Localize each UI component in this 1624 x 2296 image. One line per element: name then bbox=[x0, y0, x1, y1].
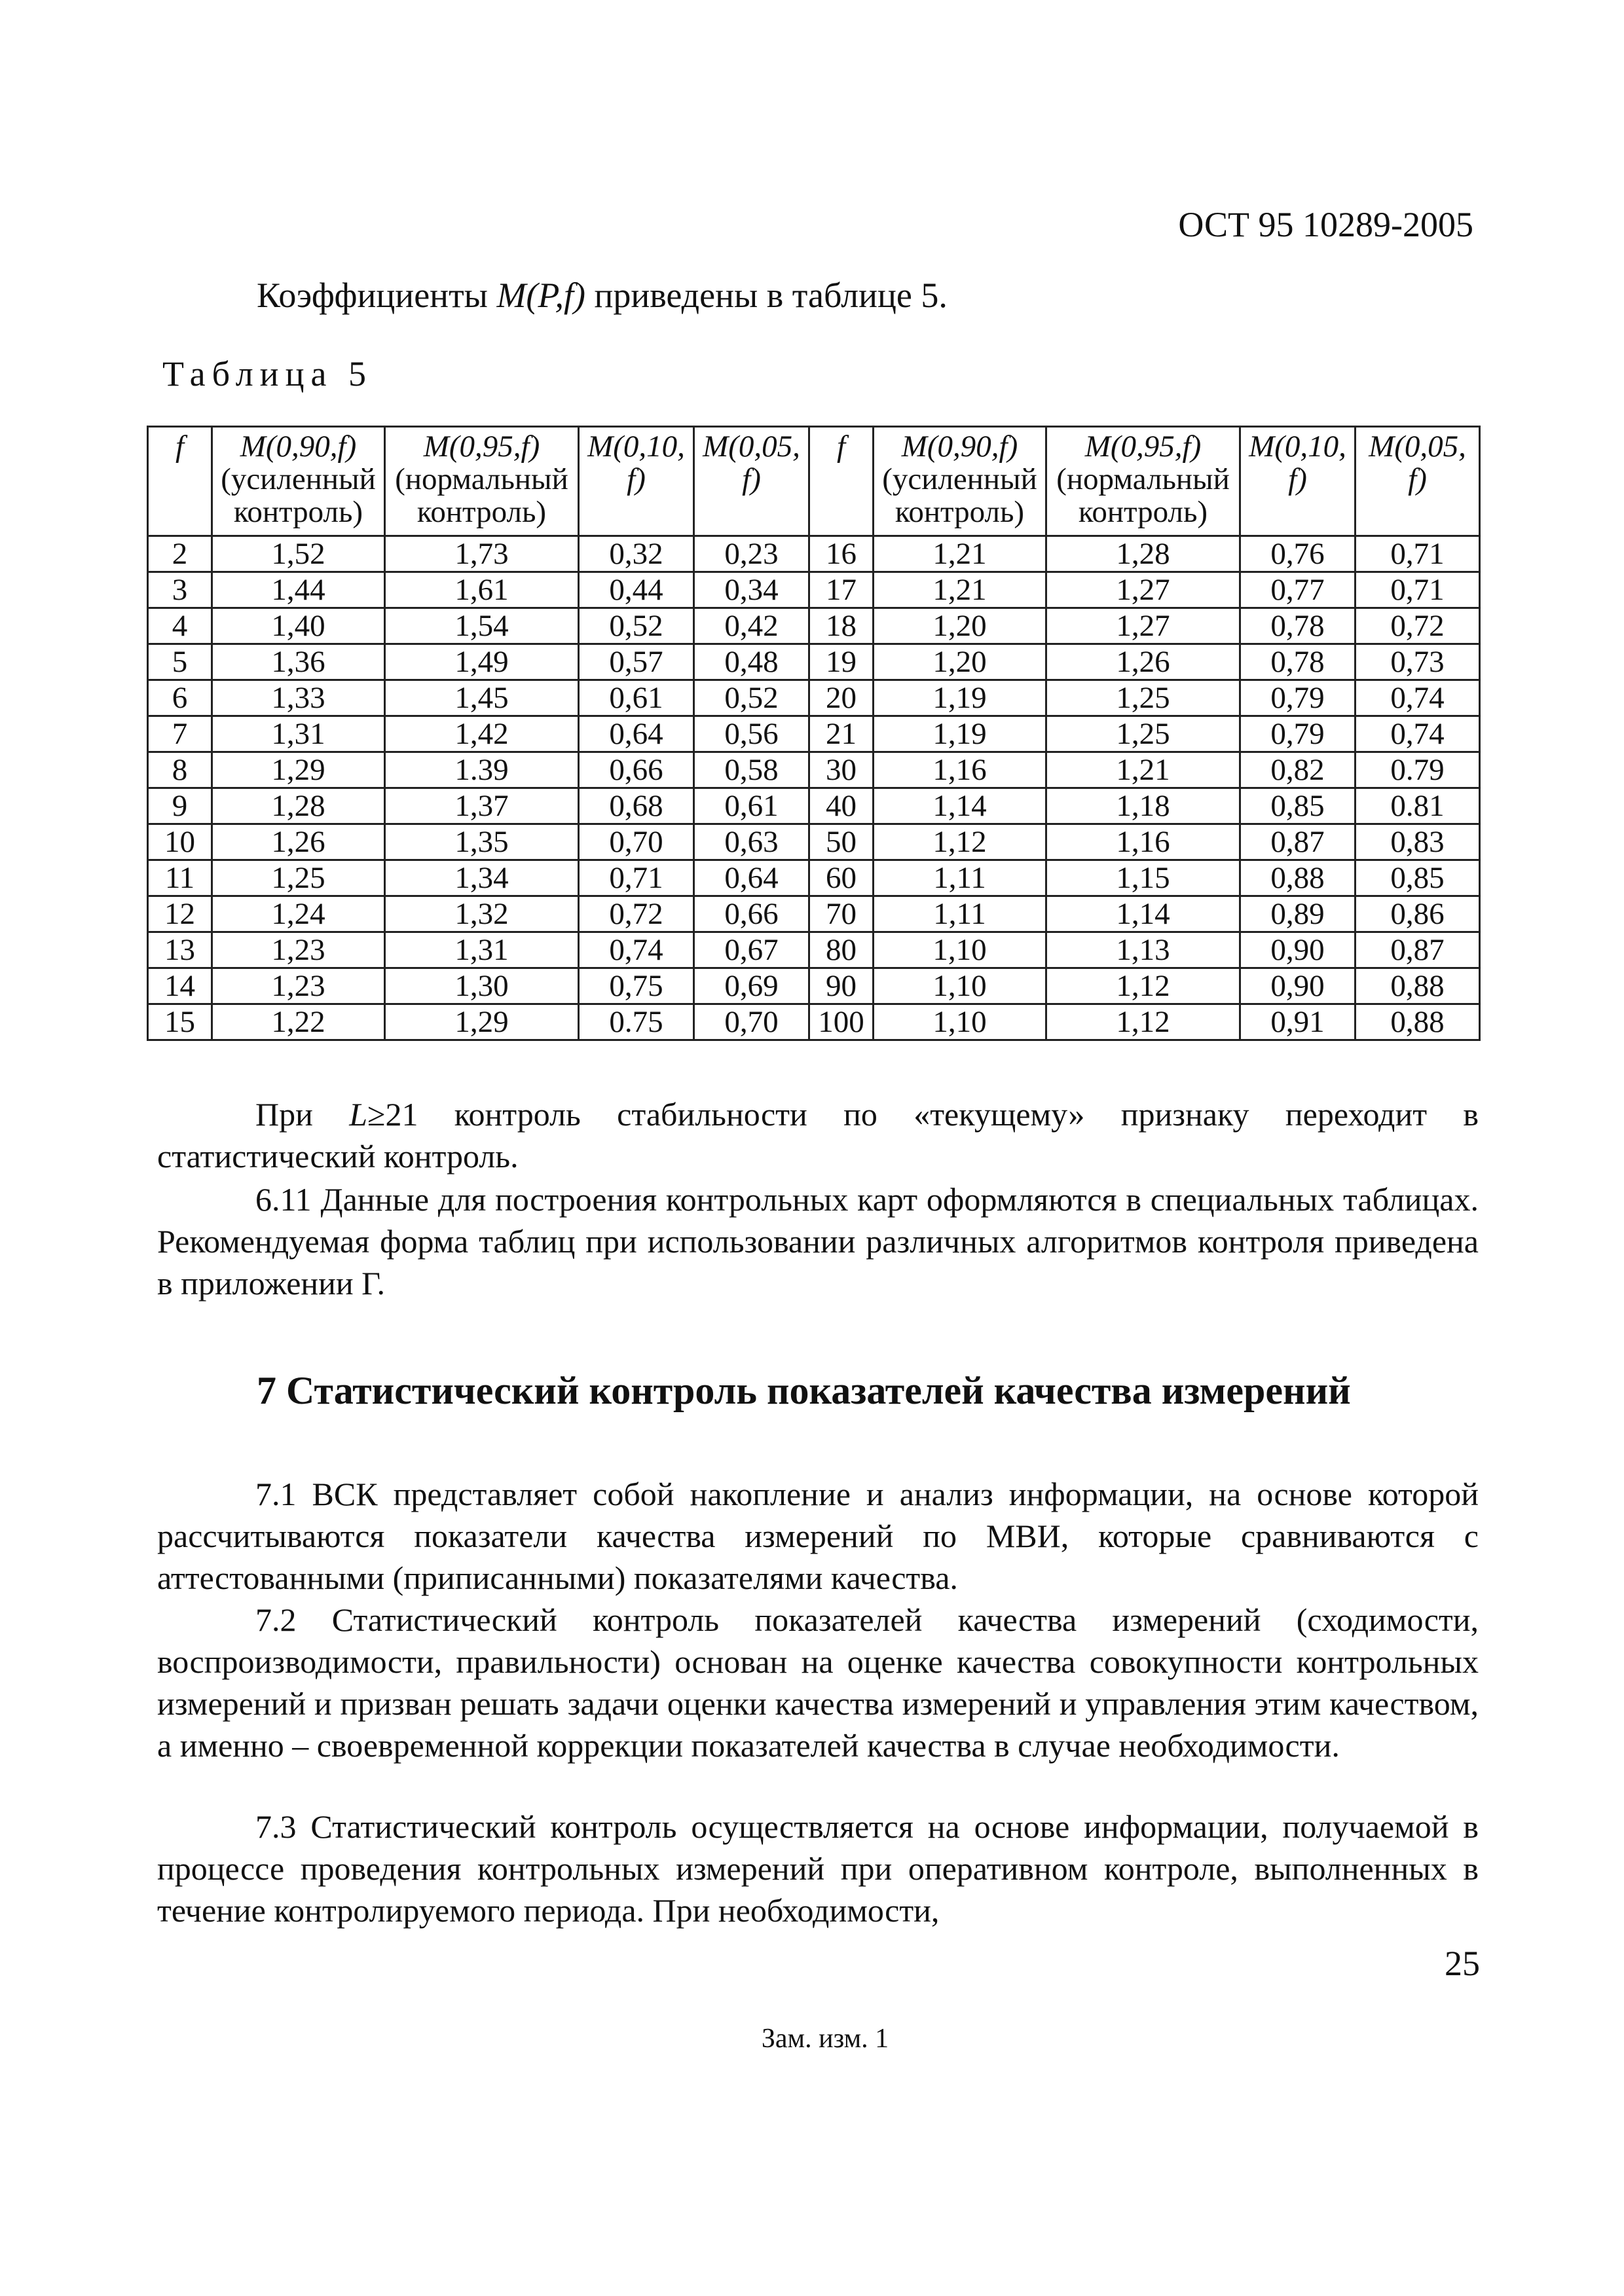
table-cell: 0,71 bbox=[1356, 536, 1480, 572]
table-cell: 0,88 bbox=[1240, 860, 1356, 896]
table-cell: 0,66 bbox=[694, 896, 809, 932]
table-cell: 0,52 bbox=[694, 680, 809, 716]
table-row bbox=[148, 896, 1480, 932]
intro-text-after: приведены в таблице 5. bbox=[585, 276, 948, 315]
table-cell: 1,16 bbox=[874, 752, 1046, 788]
table-cell: 1,31 bbox=[385, 932, 579, 968]
table-cell: 0,57 bbox=[579, 644, 694, 680]
table-row bbox=[148, 536, 1480, 572]
table-cell: 1,16 bbox=[1046, 824, 1240, 860]
document-code: ОСТ 95 10289-2005 bbox=[1178, 205, 1473, 244]
table-cell: 1,10 bbox=[874, 1004, 1046, 1040]
table-cell: 1,36 bbox=[212, 644, 385, 680]
table-cell: 1,12 bbox=[1046, 1004, 1240, 1040]
table-cell: 1,34 bbox=[385, 860, 579, 896]
header-m010-right: M(0,10, f) bbox=[1240, 427, 1356, 536]
table-cell: 1,61 bbox=[385, 572, 579, 608]
header-m010-left: M(0,10, f) bbox=[579, 427, 694, 536]
header-m095-left: M(0,95,f) (нормальный контроль) bbox=[385, 427, 579, 536]
table-cell: 5 bbox=[148, 644, 212, 680]
table-cell: 19 bbox=[809, 644, 874, 680]
table-cell: 4 bbox=[148, 608, 212, 644]
table-cell: 1,44 bbox=[212, 572, 385, 608]
table-cell: 20 bbox=[809, 680, 874, 716]
table-cell: 1,21 bbox=[874, 572, 1046, 608]
header-m090-right: M(0,90,f) (усиленный контроль) bbox=[874, 427, 1046, 536]
table-cell: 1,35 bbox=[385, 824, 579, 860]
table-row bbox=[148, 860, 1480, 896]
table-cell: 0,52 bbox=[579, 608, 694, 644]
table-cell: 1,28 bbox=[1046, 536, 1240, 572]
table-cell: 0,42 bbox=[694, 608, 809, 644]
table-cell: 1,33 bbox=[212, 680, 385, 716]
table-cell: 21 bbox=[809, 716, 874, 752]
table-cell: 0,76 bbox=[1240, 536, 1356, 572]
table-cell: 1,11 bbox=[874, 896, 1046, 932]
table-cell: 1,19 bbox=[874, 716, 1046, 752]
table-cell: 1,12 bbox=[1046, 968, 1240, 1004]
table-cell: 0,63 bbox=[694, 824, 809, 860]
table-cell: 1,30 bbox=[385, 968, 579, 1004]
table-cell: 1,22 bbox=[212, 1004, 385, 1040]
table-cell: 1,54 bbox=[385, 608, 579, 644]
table-cell: 0,87 bbox=[1240, 824, 1356, 860]
table-cell: 9 bbox=[148, 788, 212, 824]
header-m095-right: M(0,95,f) (нормальный контроль) bbox=[1046, 427, 1240, 536]
header-f-left: f bbox=[148, 427, 212, 536]
table-cell: 1,32 bbox=[385, 896, 579, 932]
table-cell: 1,12 bbox=[874, 824, 1046, 860]
paragraph-7-3: 7.3 Статистический контроль осуществляется на основе информации, получаемой в процессе проведения контрольных измерений при оперативном контроле, выполненных в течение контролируемого периода. При необходимости, bbox=[157, 1808, 1479, 1929]
table-cell: 1,73 bbox=[385, 536, 579, 572]
table-cell: 1,26 bbox=[1046, 644, 1240, 680]
header-f-right: f bbox=[809, 427, 874, 536]
table-cell: 1,10 bbox=[874, 932, 1046, 968]
table-header-row bbox=[148, 427, 1480, 536]
table-cell: 0,75 bbox=[579, 968, 694, 1004]
table-cell: 0,72 bbox=[1356, 608, 1480, 644]
table-cell: 80 bbox=[809, 932, 874, 968]
table-cell: 14 bbox=[148, 968, 212, 1004]
table-cell: 15 bbox=[148, 1004, 212, 1040]
table-cell: 0,32 bbox=[579, 536, 694, 572]
table-cell: 1,13 bbox=[1046, 932, 1240, 968]
table-cell: 0,61 bbox=[694, 788, 809, 824]
table-cell: 0,85 bbox=[1356, 860, 1480, 896]
table-cell: 0,78 bbox=[1240, 644, 1356, 680]
formula-L: L bbox=[349, 1096, 368, 1133]
table-cell: 0.79 bbox=[1356, 752, 1480, 788]
table-cell: 0,48 bbox=[694, 644, 809, 680]
table-cell: 1,25 bbox=[1046, 680, 1240, 716]
table-cell: 0,82 bbox=[1240, 752, 1356, 788]
table-cell: 1,24 bbox=[212, 896, 385, 932]
table-cell: 0,73 bbox=[1356, 644, 1480, 680]
table-cell: 0,72 bbox=[579, 896, 694, 932]
coefficients-table bbox=[147, 426, 1481, 1041]
paragraph-after-table: При L≥21 контроль стабильности по «текущему» признаку переходит в статистический контроль. bbox=[157, 1096, 1479, 1175]
table-cell: 0,71 bbox=[579, 860, 694, 896]
table-row bbox=[148, 572, 1480, 608]
table-cell: 13 bbox=[148, 932, 212, 968]
table-cell: 16 bbox=[809, 536, 874, 572]
table-cell: 1,11 bbox=[874, 860, 1046, 896]
table-row bbox=[148, 968, 1480, 1004]
table-cell: 1,42 bbox=[385, 716, 579, 752]
table-row bbox=[148, 608, 1480, 644]
table-cell: 0,90 bbox=[1240, 932, 1356, 968]
table-cell: 0,83 bbox=[1356, 824, 1480, 860]
paragraph-6-11: 6.11 Данные для построения контрольных карт оформляются в специальных таблицах. Рекомендуемая форма таблиц при использовании различных алгоритмов контроля приведена в приложении Г. bbox=[157, 1181, 1479, 1302]
table-cell: 1,14 bbox=[1046, 896, 1240, 932]
table-cell: 12 bbox=[148, 896, 212, 932]
table-cell: 0,86 bbox=[1356, 896, 1480, 932]
table-cell: 0,79 bbox=[1240, 716, 1356, 752]
header-m090-left: M(0,90,f) (усиленный контроль) bbox=[212, 427, 385, 536]
table-cell: 0,67 bbox=[694, 932, 809, 968]
table-cell: 1,45 bbox=[385, 680, 579, 716]
table-cell: 1,29 bbox=[212, 752, 385, 788]
table-cell: 1,25 bbox=[212, 860, 385, 896]
table-cell: 0,85 bbox=[1240, 788, 1356, 824]
table-cell: 1,14 bbox=[874, 788, 1046, 824]
paragraph-7-2: 7.2 Статистический контроль показателей качества измерений (сходимости, воспроизводимости, правильности) основан на оценке качества совокупности контрольных измерений и призван решать задачи оценки качества измерений и управления этим качеством, а именно – своевременной коррекции показателей качества в случае необходимости. bbox=[157, 1601, 1479, 1764]
table-caption: Таблица 5 bbox=[162, 354, 373, 393]
table-cell: 1,19 bbox=[874, 680, 1046, 716]
table-cell: 0,88 bbox=[1356, 968, 1480, 1004]
table-cell: 1,23 bbox=[212, 968, 385, 1004]
table-cell: 100 bbox=[809, 1004, 874, 1040]
table-cell: 60 bbox=[809, 860, 874, 896]
table-cell: 1,29 bbox=[385, 1004, 579, 1040]
table-cell: 0,90 bbox=[1240, 968, 1356, 1004]
table-cell: 0,89 bbox=[1240, 896, 1356, 932]
table-cell: 1,28 bbox=[212, 788, 385, 824]
table-cell: 0,66 bbox=[579, 752, 694, 788]
table-row bbox=[148, 716, 1480, 752]
table-cell: 1,21 bbox=[1046, 752, 1240, 788]
table-cell: 0,70 bbox=[579, 824, 694, 860]
table-cell: 0,23 bbox=[694, 536, 809, 572]
table-cell: 11 bbox=[148, 860, 212, 896]
table-cell: 0,71 bbox=[1356, 572, 1480, 608]
table-cell: 0,91 bbox=[1240, 1004, 1356, 1040]
table-cell: 0,77 bbox=[1240, 572, 1356, 608]
table-row bbox=[148, 644, 1480, 680]
paragraph-7-1: 7.1 ВСК представляет собой накопление и анализ информации, на основе которой рассчитываются показатели качества измерений по МВИ, которые сравниваются с аттестованными (приписанными) показателями качества. bbox=[157, 1476, 1479, 1596]
table-cell: 1,37 bbox=[385, 788, 579, 824]
table-row bbox=[148, 932, 1480, 968]
table-row bbox=[148, 788, 1480, 824]
table-cell: 70 bbox=[809, 896, 874, 932]
table-cell: 90 bbox=[809, 968, 874, 1004]
table-cell: 0,70 bbox=[694, 1004, 809, 1040]
table-row bbox=[148, 752, 1480, 788]
table-cell: 0,34 bbox=[694, 572, 809, 608]
table-cell: 1,20 bbox=[874, 608, 1046, 644]
table-cell: 2 bbox=[148, 536, 212, 572]
table-cell: 1.39 bbox=[385, 752, 579, 788]
table-cell: 0,69 bbox=[694, 968, 809, 1004]
table-cell: 3 bbox=[148, 572, 212, 608]
intro-text-before: Коэффициенты bbox=[257, 276, 497, 315]
intro-line bbox=[257, 275, 948, 316]
header-m005-right: M(0,05, f) bbox=[1356, 427, 1480, 536]
table-cell: 1,23 bbox=[212, 932, 385, 968]
table-cell: 1,10 bbox=[874, 968, 1046, 1004]
table-cell: 0,64 bbox=[694, 860, 809, 896]
table-cell: 18 bbox=[809, 608, 874, 644]
table-cell: 7 bbox=[148, 716, 212, 752]
header-m005-left: M(0,05, f) bbox=[694, 427, 809, 536]
table-row bbox=[148, 680, 1480, 716]
table-cell: 0,56 bbox=[694, 716, 809, 752]
table-cell: 30 bbox=[809, 752, 874, 788]
table-cell: 0.75 bbox=[579, 1004, 694, 1040]
table-cell: 1,31 bbox=[212, 716, 385, 752]
table-cell: 8 bbox=[148, 752, 212, 788]
table-cell: 1,26 bbox=[212, 824, 385, 860]
table-cell: 1,27 bbox=[1046, 608, 1240, 644]
table-cell: 0,44 bbox=[579, 572, 694, 608]
table-cell: 0,74 bbox=[1356, 680, 1480, 716]
table-cell: 0,61 bbox=[579, 680, 694, 716]
table-cell: 0,87 bbox=[1356, 932, 1480, 968]
table-cell: 0,64 bbox=[579, 716, 694, 752]
table-cell: 1,40 bbox=[212, 608, 385, 644]
intro-formula: M(P,f) bbox=[496, 276, 585, 315]
section-title: 7 Статистический контроль показателей качества измерений bbox=[257, 1369, 1351, 1412]
table-cell: 0,78 bbox=[1240, 608, 1356, 644]
table-cell: 17 bbox=[809, 572, 874, 608]
table-cell: 0,74 bbox=[1356, 716, 1480, 752]
table-cell: 10 bbox=[148, 824, 212, 860]
table-cell: 1,15 bbox=[1046, 860, 1240, 896]
table-cell: 1,21 bbox=[874, 536, 1046, 572]
table-cell: 1,25 bbox=[1046, 716, 1240, 752]
table-cell: 0,79 bbox=[1240, 680, 1356, 716]
table-cell: 1,27 bbox=[1046, 572, 1240, 608]
table-cell: 0,74 bbox=[579, 932, 694, 968]
table-cell: 1,20 bbox=[874, 644, 1046, 680]
table-cell: 0,88 bbox=[1356, 1004, 1480, 1040]
table-cell: 50 bbox=[809, 824, 874, 860]
table-row bbox=[148, 824, 1480, 860]
table-cell: 1,52 bbox=[212, 536, 385, 572]
page-number: 25 bbox=[1445, 1944, 1480, 1983]
table-cell: 0.81 bbox=[1356, 788, 1480, 824]
table-row bbox=[148, 1004, 1480, 1040]
table-cell: 6 bbox=[148, 680, 212, 716]
table-cell: 40 bbox=[809, 788, 874, 824]
table-cell: 1,49 bbox=[385, 644, 579, 680]
table-cell: 0,68 bbox=[579, 788, 694, 824]
table-cell: 1,18 bbox=[1046, 788, 1240, 824]
table-cell: 0,58 bbox=[694, 752, 809, 788]
footer-note: Зам. изм. 1 bbox=[761, 2024, 889, 2054]
